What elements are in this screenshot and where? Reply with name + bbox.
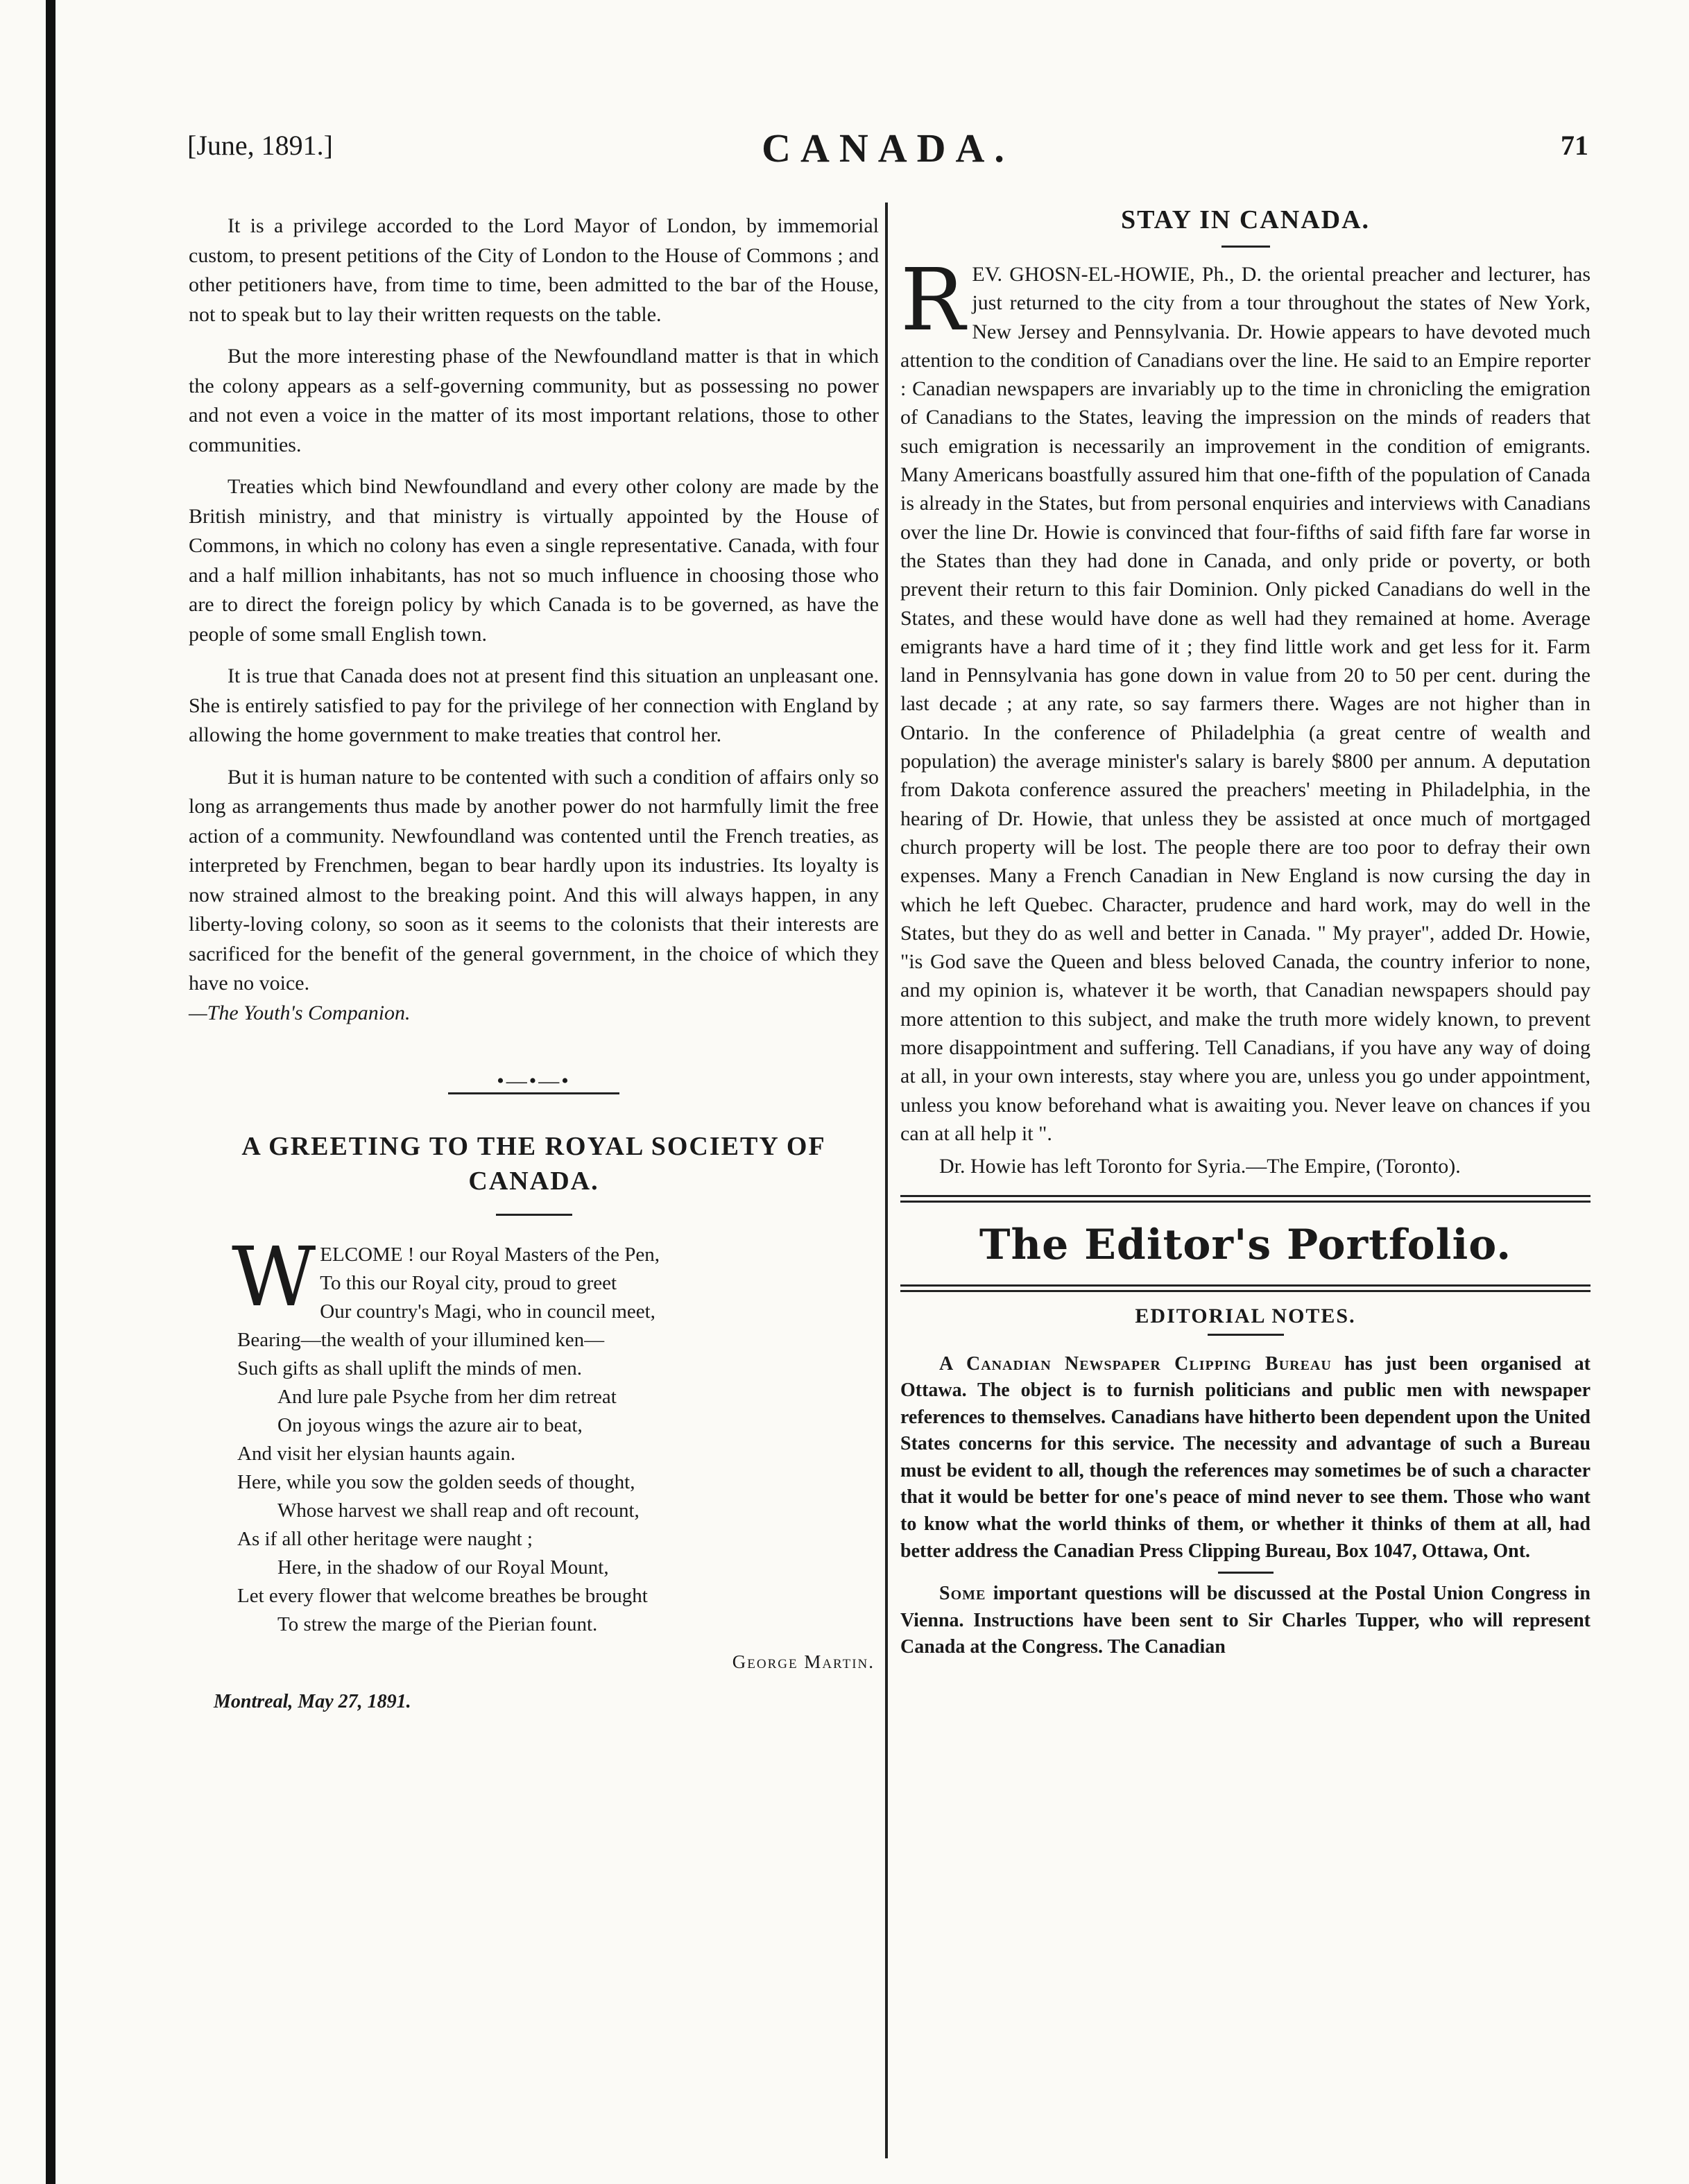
double-rule <box>900 1284 1591 1292</box>
poem-line: On joyous wings the azure air to beat, <box>277 1413 583 1436</box>
poem-line: Bearing—the wealth of your illumined ken— <box>237 1328 605 1351</box>
stay-closing: Dr. Howie has left Toronto for Syria.—The Empire, (Toronto). <box>939 1155 1461 1178</box>
poem-line: Here, in the shadow of our Royal Mount, <box>277 1556 609 1579</box>
ornament-glyphs: •—•—• <box>448 1069 619 1094</box>
stay-body-text: EV. GHOSN-EL-HOWIE, Ph., D. the oriental preacher and lecturer, has just returned to the city from a tour throughout the states of New York, New Jersey and Pennsylvania. Dr. Howie appears to have devoted much attention to the condition of Canadians over the line. He said to an Empire reporter : Canadian newspapers are invariably up to the time in chronicling the emigration of Canadians to the States, leaving the impression on the minds of readers that such emigration is necessarily an improvement in the condition of emigrants. Many Americans boastfully assured him that one-fifth of the population of Canada is already in the States, but from personal enquiries and interviews with Canadians over the line Dr. Howie is convinced that four-fifths of said fifth fare far worse in the States than they had done in Canada, and only pride or poverty, or both prevent their return to this fair Dominion. Only picked Canadians do well in the States, and these would have done as well had they remained at home. Average emigrants have a hard time of it ; they find little work and get less for it. Farm land in Pennsylvania has gone down in value from 20 to 50 per cent. during the last decade ; at any rate, so say farmers there. Wages are not higher than in Ontario. In the conference of Philadelphia (a great centre of wealth and population) the average minister's salary is barely $800 per annum. A deputation from Dakota conference assured the preachers' meeting in Philadelphia, in the hearing of Dr. Howie, that unless they be assisted at once much of mortgaged church property will be lost. The people there are too poor to defray their own expenses. Many a French Canadian in New England is now cursing the day in which he left Quebec. Character, prudence and hard work, may do well in the States, but they do as well and better in Canada. " My prayer", added Dr. Howie, "is God save the Queen and bless beloved Canada, the country inferior to none, and my opinion is, whatever it be worth, that Canadian newspapers should pay more attention to this subject, and make the truth more widely known, to prevent more disappointment and suffering. Tell Canadians, if you have any way of doing at all, in your own interests, stay where you are, unless you go under appointment, unless you know beforehand what is awaiting you. Never leave on chances if you can at all help it ". <box>900 263 1591 1145</box>
note-body: has just been organised at Ottawa. The object is to furnish politicians and public men with newspaper references to themselves. Canadians have hitherto been dependent upon the United States concerns for this service. The necessity and advantage of such a Bureau must be evident to all, though the references may sometimes be of such a character that it would be better for one's peace of mind never to see them. Those who want to know what the world thinks of them, or whether it thinks of them at all, had better address the Canadian Press Clipping Bureau, Box 1047, Ottawa, Ont. <box>900 1352 1591 1562</box>
heading-rule <box>496 1214 572 1216</box>
stay-drop-cap: R <box>900 250 966 350</box>
editorial-note <box>900 1351 1591 1565</box>
poem-line: And visit her elysian haunts again. <box>237 1442 516 1465</box>
double-rule <box>900 1195 1591 1203</box>
right-column <box>900 203 1591 1672</box>
ornament-divider <box>189 1069 879 1093</box>
editorial-note <box>900 1581 1591 1661</box>
stay-heading: STAY IN CANADA. <box>1120 205 1371 234</box>
portfolio-title: The Editor's Portfolio. <box>979 1220 1512 1269</box>
left-column <box>189 212 879 1713</box>
note-divider <box>1218 1572 1274 1574</box>
poem-line: Our country's Magi, who in council meet, <box>320 1300 655 1323</box>
editorial-heading: EDITORIAL NOTES. <box>1135 1304 1356 1327</box>
poem-line: Whose harvest we shall reap and oft recount, <box>277 1499 640 1522</box>
page-number: 71 <box>1561 130 1588 161</box>
paragraph: But it is human nature to be contented with such a condition of affairs only so long as arrangements thus made by another power do not harmfully limit the free action of a community. Newfoundland was contented until the French treaties, as interpreted by Frenchmen, began to bear hardly upon its industries. Its loyalty is now strained almost to the breaking point. And this will always happen, in any liberty-loving colony, so soon as it seems to the colonists that their interests are sacrificed for the benefit of the general government, in the choice of which they have no voice. <box>189 765 879 995</box>
poem-line: As if all other heritage were naught ; <box>237 1527 533 1550</box>
source-attribution: —The Youth's Companion. <box>189 1001 411 1024</box>
masthead-title: CANADA. <box>762 126 1014 171</box>
note-lead: Some <box>939 1583 986 1605</box>
note-lead: A Canadian Newspaper Clipping Bureau <box>939 1352 1332 1375</box>
column-divider <box>885 203 888 2158</box>
page-edge-shadow <box>46 0 55 2184</box>
poem <box>232 1228 879 1639</box>
paragraph: It is a privilege accorded to the Lord Mayor of London, by immemorial custom, to present petitions of the City of London to the House of Commons ; and other petitioners have, from time to time, been admitted to the bar of the House, not to speak but to lay their written requests on the table. <box>189 214 879 326</box>
poem-line: And lure pale Psyche from her dim retreat <box>277 1385 617 1408</box>
paragraph: It is true that Canada does not at present find this situation an unpleasant one. She is entirely satisfied to pay for the privilege of her connection with England by allowing the home government to make treaties that control her. <box>189 664 879 746</box>
note-body: important questions will be discussed at the Postal Union Congress in Vienna. Instructions have been sent to Sir Charles Tupper, who will represent Canada at the Congress. The Canadian <box>900 1583 1591 1658</box>
heading-rule <box>1208 1334 1284 1336</box>
paragraph: But the more interesting phase of the Newfoundland matter is that in which the colony appears as a self-governing community, but as possessing no power and not even a voice in the matter of its most important relations, those to other communities. <box>189 345 879 456</box>
poem-line: To strew the marge of the Pierian fount. <box>277 1613 598 1635</box>
poem-line: To this our Royal city, proud to greet <box>320 1271 617 1294</box>
poem-dateline: Montreal, May 27, 1891. <box>214 1690 411 1712</box>
poem-line: Here, while you sow the golden seeds of thought, <box>237 1470 635 1493</box>
poem-line: Such gifts as shall uplift the minds of men. <box>237 1357 582 1379</box>
stay-article-body <box>900 250 1591 1148</box>
paragraph: Treaties which bind Newfoundland and every other colony are made by the British ministry, and that ministry is virtually appointed by the House of Commons, in which no colony has even a single representative. Canada, with four and a half million inhabitants, has not so much influence in choosing those who are to direct the foreign policy by which Canada is to be governed, as have the people of some small English town. <box>189 475 879 646</box>
heading-rule <box>1221 246 1270 248</box>
poem-signature: George Martin. <box>732 1651 875 1672</box>
poem-line: ELCOME ! our Royal Masters of the Pen, <box>320 1243 660 1266</box>
poem-drop-cap: W <box>232 1228 316 1325</box>
greeting-heading: A GREETING TO THE ROYAL SOCIETY OF CANADA. <box>241 1131 826 1196</box>
page-header <box>187 126 1588 178</box>
issue-date: [June, 1891.] <box>187 130 333 161</box>
poem-line: Let every flower that welcome breathes be brought <box>237 1584 648 1607</box>
